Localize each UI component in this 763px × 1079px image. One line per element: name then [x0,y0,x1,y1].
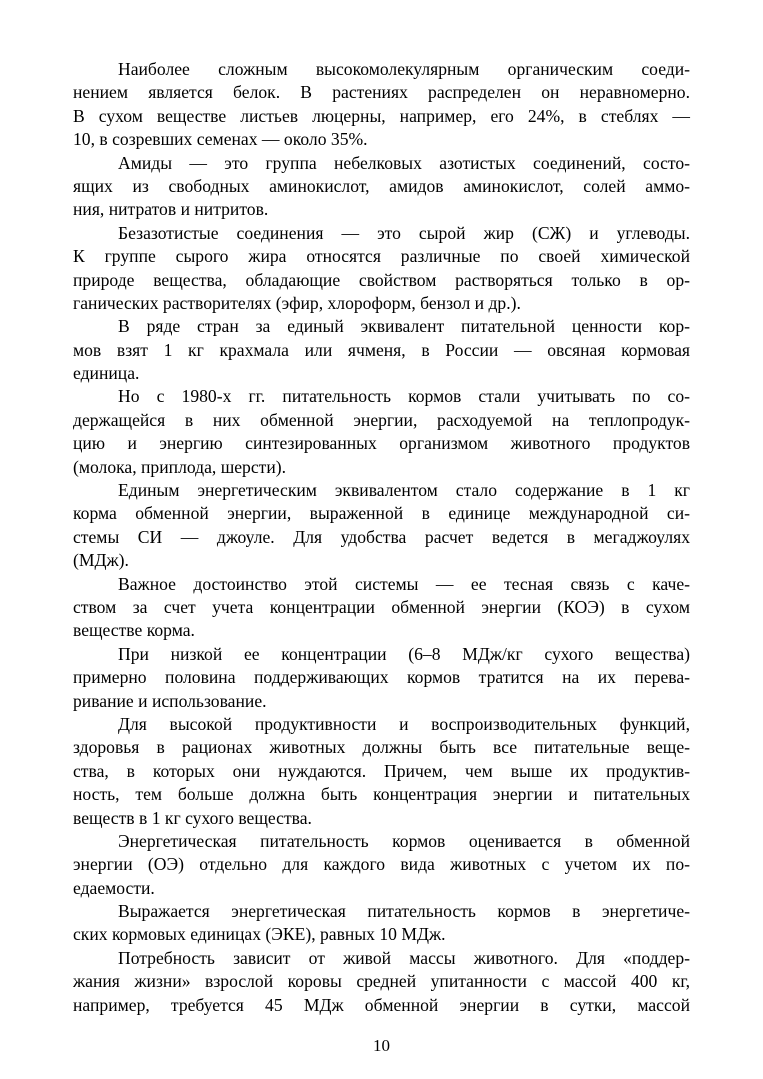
paragraph [73,830,690,900]
text-line: (молока, приплода, шерсти). [73,456,287,477]
paragraph [73,713,690,830]
text-line: стемы СИ — джоуле. Для удобства расчет ведется в мегаджоулях [73,526,690,547]
paragraph [73,643,690,713]
paragraph [73,222,690,316]
paragraph [73,315,690,385]
paragraph [73,58,690,152]
text-line: ривание и использование. [73,690,267,711]
text-line: Для высокой продуктивности и воспроизводительных функций, [118,713,690,734]
text-line: цию и энергию синтезированных организмом животного продуктов [73,433,690,454]
text-line: жания жизни» взрослой коровы средней упитанности с массой 400 кг, [73,971,690,992]
text-line: примерно половина поддерживающих кормов тратится на их перева- [73,667,690,688]
paragraph [73,947,690,1017]
text-line: (МДж). [73,550,129,571]
text-line: мов взят 1 кг крахмала или ячменя, в России — овсяная кормовая [73,339,690,360]
text-line: Но с 1980-х гг. питательность кормов стали учитывать по со- [118,386,690,407]
text-line: При низкой ее концентрации (6–8 МДж/кг сухого вещества) [118,643,690,664]
text-line: Наиболее сложным высокомолекулярным органическим соеди- [118,59,690,79]
text-line: Выражается энергетическая питательность кормов в энергетиче- [118,901,690,922]
page-body [73,58,690,1017]
text-line: Потребность зависит от живой массы животного. Для «поддер- [118,947,690,968]
paragraph [73,152,690,222]
text-line: едаемости. [73,877,155,898]
page-number: 10 [373,1036,390,1055]
text-line: ства, в которых они нуждаются. Причем, чем выше их продуктив- [73,760,690,781]
text-line: нением является белок. В растениях распределен он неравномерно. [73,82,690,103]
paragraph [73,385,690,479]
text-line: ния, нитратов и нитритов. [73,199,269,220]
paragraph [73,573,690,643]
text-line: ность, тем больше должна быть концентрация энергии и питательных [73,784,690,805]
text-line: Энергетическая питательность кормов оценивается в обменной [118,830,690,851]
text-line: Амиды — это группа небелковых азотистых соединений, состо- [118,152,690,173]
text-line: 10, в созревших семенах — около 35%. [73,129,368,150]
text-line: энергии (ОЭ) отдельно для каждого вида животных с учетом их по- [73,854,690,875]
text-line: Важное достоинство этой системы — ее тесная связь с каче- [118,573,690,594]
text-line: например, требуется 45 МДж обменной энергии в сутки, массой [73,994,690,1015]
text-line: ящих из свободных аминокислот, амидов аминокислот, солей аммо- [73,175,690,196]
text-line: В ряде стран за единый эквивалент питательной ценности кор- [118,316,690,337]
text-line: единица. [73,363,140,384]
paragraph [73,900,690,947]
text-line: держащейся в них обменной энергии, расходуемой на теплопродук- [73,409,690,430]
text-line: здоровья в рационах животных должны быть все питательные веще- [73,737,690,758]
paragraph [73,479,690,573]
text-line: В сухом веществе листьев люцерны, например, его 24%, в стеблях — [73,105,690,126]
text-line: ганических растворителях (эфир, хлороформ, бензол и др.). [73,292,521,313]
text-line: природе вещества, обладающие свойством растворяться только в ор- [73,269,690,290]
text-line: веществе корма. [73,620,195,641]
text-line: Единым энергетическим эквивалентом стало содержание в 1 кг [118,480,690,501]
text-line: К группе сырого жира относятся различные по своей химической [73,246,690,267]
text-line: веществ в 1 кг сухого вещества. [73,807,312,828]
text-line: ских кормовых единицах (ЭКЕ), равных 10 МДж. [73,924,446,945]
text-line: ством за счет учета концентрации обменной энергии (КОЭ) в сухом [73,596,690,617]
text-line: Безазотистые соединения — это сырой жир (СЖ) и углеводы. [118,222,690,243]
text-line: корма обменной энергии, выраженной в единице международной си- [73,503,690,524]
